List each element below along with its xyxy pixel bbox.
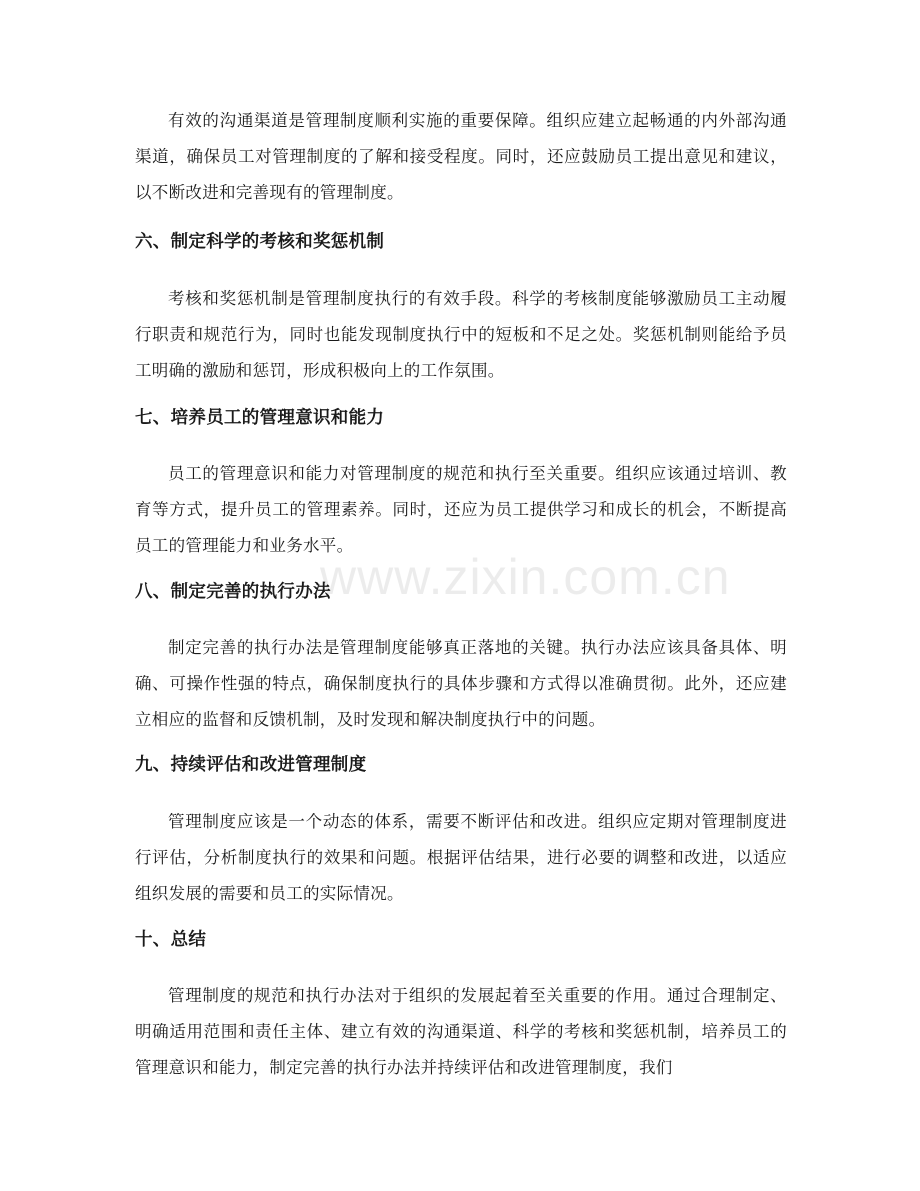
heading-section-9: 九、持续评估和改进管理制度: [135, 755, 367, 775]
paragraph-assessment: 考核和奖惩机制是管理制度执行的有效手段。科学的考核制度能够激励员工主动履行职责和规范行为，同时也能发现制度执行中的短板和不足之处。奖惩机制则能给予员工明确的激励和惩罚，形成积极向上的工作氛围。: [135, 289, 787, 380]
watermark: www.zixin.com.cn: [320, 549, 731, 605]
heading-section-6: 六、制定科学的考核和奖惩机制: [135, 232, 385, 252]
paragraph-execution-methods: 制定完善的执行办法是管理制度能够真正落地的关键。执行办法应该具备具体、明确、可操作性强的特点，确保制度执行的具体步骤和方式得以准确贯彻。此外，还应建立相应的监督和反馈机制，及时发现和解决制度执行中的问题。: [135, 638, 787, 729]
paragraph-summary: 管理制度的规范和执行办法对于组织的发展起着至关重要的作用。通过合理制定、明确适用范围和责任主体、建立有效的沟通渠道、科学的考核和奖惩机制，培养员工的管理意识和能力，制定完善的执行办法并持续评估和改进管理制度，我们: [135, 986, 787, 1077]
heading-section-10: 十、总结: [135, 930, 207, 950]
paragraph-communication: 有效的沟通渠道是管理制度顺利实施的重要保障。组织应建立起畅通的内外部沟通渠道，确保员工对管理制度的了解和接受程度。同时，还应鼓励员工提出意见和建议，以不断改进和完善现有的管理制度。: [135, 111, 787, 202]
heading-section-7: 七、培养员工的管理意识和能力: [135, 408, 385, 428]
paragraph-evaluation: 管理制度应该是一个动态的体系，需要不断评估和改进。组织应定期对管理制度进行评估，分析制度执行的效果和问题。根据评估结果，进行必要的调整和改进，以适应组织发展的需要和员工的实际情况。: [135, 812, 787, 903]
heading-section-8: 八、制定完善的执行办法: [135, 582, 331, 602]
paragraph-staff-training: 员工的管理意识和能力对管理制度的规范和执行至关重要。组织应该通过培训、教育等方式，提升员工的管理素养。同时，还应为员工提供学习和成长的机会，不断提高员工的管理能力和业务水平。: [135, 464, 787, 555]
